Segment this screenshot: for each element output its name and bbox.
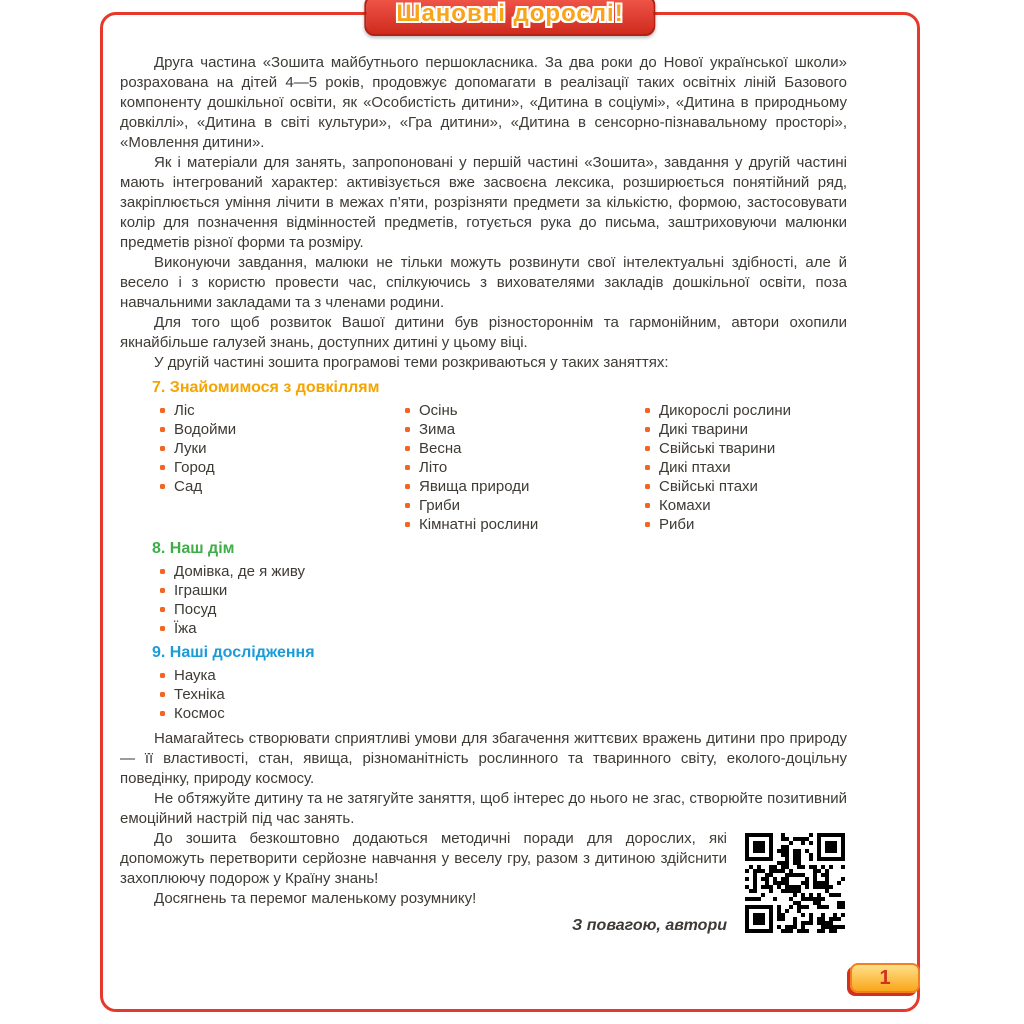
list-item	[645, 439, 847, 458]
section-title: Наш дім	[169, 540, 235, 557]
list-item	[405, 439, 645, 458]
bullet-icon	[405, 446, 410, 451]
section-number: 8.	[152, 540, 166, 557]
bullet-icon	[160, 692, 165, 697]
page-border-frame	[100, 0, 920, 1012]
paragraph: До зошита безкоштовно додаються методичні поради для дорослих, які допоможуть перетворити серйозне навчання у веселу гру, разом з дитиною здійснити захоплюючу подорож у Країну знань!	[120, 830, 727, 887]
bullet-icon	[160, 408, 165, 413]
bullet-icon	[405, 427, 410, 432]
list-item	[160, 619, 847, 638]
list-item	[160, 477, 405, 496]
list-item	[645, 458, 847, 477]
list-item-label: Гриби	[419, 497, 460, 514]
list-item-label: Дикорослі рослини	[659, 402, 792, 419]
list-item-label: Ліс	[174, 402, 195, 419]
paragraph: Досягнень та перемог маленькому розумнику!	[154, 890, 477, 907]
list-item	[405, 420, 645, 439]
bullet-icon	[160, 427, 165, 432]
list-item-label: Луки	[174, 440, 207, 457]
list-item	[160, 562, 847, 581]
list-item-label: Посуд	[174, 601, 217, 618]
section-heading	[152, 379, 847, 397]
section-heading	[152, 540, 847, 558]
bullet-icon	[160, 465, 165, 470]
page-title-badge	[364, 0, 655, 36]
bullet-icon	[405, 503, 410, 508]
bullet-icon	[645, 522, 650, 527]
section-columns	[160, 401, 847, 534]
list-item-label: Сад	[174, 478, 203, 495]
list-item-label: Дикі тварини	[659, 421, 748, 438]
bullet-icon	[160, 446, 165, 451]
list-item	[160, 666, 847, 685]
column	[160, 562, 847, 638]
column	[645, 401, 847, 534]
paragraph: Не обтяжуйте дитину та не затягуйте заняття, щоб інтерес до нього не згас, створюйте позитивний емоційний настрій під час занять.	[120, 790, 847, 827]
paragraph: Для того щоб розвиток Вашої дитини був різностороннім та гармонійним, автори охопили якнайбільше галузей знань, доступних дитині у цьому віці.	[120, 314, 847, 351]
list-item-label: Осінь	[419, 402, 458, 419]
bullet-icon	[645, 465, 650, 470]
list-item-label: Домівка, де я живу	[174, 563, 305, 580]
qr-code	[745, 833, 845, 933]
signature: З повагою, автори	[572, 917, 727, 934]
paragraph: У другій частині зошита програмові теми розкриваються у таких заняттях:	[154, 354, 669, 371]
list-item	[160, 600, 847, 619]
bullet-icon	[160, 607, 165, 612]
bullet-icon	[405, 484, 410, 489]
bullet-icon	[405, 465, 410, 470]
list-item-label: Весна	[419, 440, 462, 457]
list-item-label: Зима	[419, 421, 456, 438]
section-columns	[160, 562, 847, 638]
list-item-label: Явища природи	[419, 478, 530, 495]
list-item-label: Наука	[174, 667, 216, 684]
list-item	[645, 401, 847, 420]
bullet-icon	[645, 503, 650, 508]
section-research	[120, 644, 847, 723]
bullet-icon	[645, 446, 650, 451]
bullet-icon	[160, 569, 165, 574]
section-home	[120, 540, 847, 638]
list-item	[160, 420, 405, 439]
section-environment	[120, 379, 847, 534]
bullet-icon	[645, 427, 650, 432]
list-item-label: Іграшки	[174, 582, 228, 599]
page-number: 1	[879, 966, 891, 989]
list-item	[160, 685, 847, 704]
list-item-label: Комахи	[659, 497, 711, 514]
bullet-icon	[160, 711, 165, 716]
bullet-icon	[160, 673, 165, 678]
section-title: Наші дослідження	[169, 644, 315, 661]
list-item	[405, 477, 645, 496]
section-number: 9.	[152, 644, 166, 661]
list-item	[645, 477, 847, 496]
list-item	[405, 515, 645, 534]
list-item-label: Літо	[419, 459, 448, 476]
list-item-label: Город	[174, 459, 215, 476]
list-item-label: Дикі птахи	[659, 459, 731, 476]
bullet-icon	[645, 484, 650, 489]
page-title: Шановні дорослі!	[396, 0, 624, 27]
bullet-icon	[160, 626, 165, 631]
list-item-label: Водойми	[174, 421, 237, 438]
bullet-icon	[160, 484, 165, 489]
list-item	[160, 458, 405, 477]
list-item	[405, 496, 645, 515]
list-item	[405, 458, 645, 477]
paragraph: Виконуючи завдання, малюки не тільки можуть розвинути свої інтелектуальні здібності, але й весело і з користю провести час, спілкуючись з вихователями закладів дошкільної освіти, поза навчальними закладами та з членами родини.	[120, 254, 847, 311]
list-item-label: Космос	[174, 705, 225, 722]
bullet-icon	[160, 588, 165, 593]
bullet-icon	[405, 522, 410, 527]
column	[160, 666, 847, 723]
list-item	[645, 496, 847, 515]
section-title: Знайомимося з довкіллям	[169, 379, 380, 396]
section-columns	[160, 666, 847, 723]
bullet-icon	[405, 408, 410, 413]
column	[405, 401, 645, 534]
bullet-icon	[645, 408, 650, 413]
section-heading	[152, 644, 847, 662]
list-item-label: Техніка	[174, 686, 225, 703]
paragraph: Як і матеріали для занять, запропоновані у першій частині «Зошита», завдання у другій частині мають інтегрований характер: активізується вже засвоєна лексика, розширюється понятійний ряд, закріплюється уміння лічити в межах п’яти, розрізняти предмети за кількістю, формою, застосовувати колір для позначення відмінностей предметів, готується рука до письма, заштриховуючи малюнки предметів різної форми та розміру.	[120, 154, 847, 251]
list-item	[645, 420, 847, 439]
paragraph: Друга частина «Зошита майбутнього першокласника. За два роки до Нової української школи» розрахована на дітей 4—5 років, продовжує допомагати в реалізації таких освітніх ліній Базового компоненту дошкільної освіти, як «Особистість дитини», «Дитина в соціумі», «Дитина в природньому довкіллі», «Дитина в світі культури», «Гра дитини», «Дитина в сенсорно-пізнавальному просторі», «Мовлення дитини».	[120, 54, 847, 151]
list-item	[160, 581, 847, 600]
column	[160, 401, 405, 496]
page-number-badge	[850, 963, 920, 993]
list-item	[645, 515, 847, 534]
list-item-label: Риби	[659, 516, 695, 533]
list-item	[160, 401, 405, 420]
list-item-label: Свійські тварини	[659, 440, 776, 457]
section-number: 7.	[152, 379, 166, 396]
list-item-label: Свійські птахи	[659, 478, 758, 495]
list-item-label: Кімнатні рослини	[419, 516, 539, 533]
closing-block	[120, 829, 847, 935]
list-item	[160, 439, 405, 458]
list-item	[405, 401, 645, 420]
paragraph: Намагайтесь створювати сприятливі умови для збагачення життєвих вражень дитини про природу — її властивості, стан, явища, різноманітність рослинного та тваринного світу, еколого-доцільну поведінку, природу космосу.	[120, 730, 847, 787]
list-item	[160, 704, 847, 723]
list-item-label: Їжа	[174, 620, 197, 637]
